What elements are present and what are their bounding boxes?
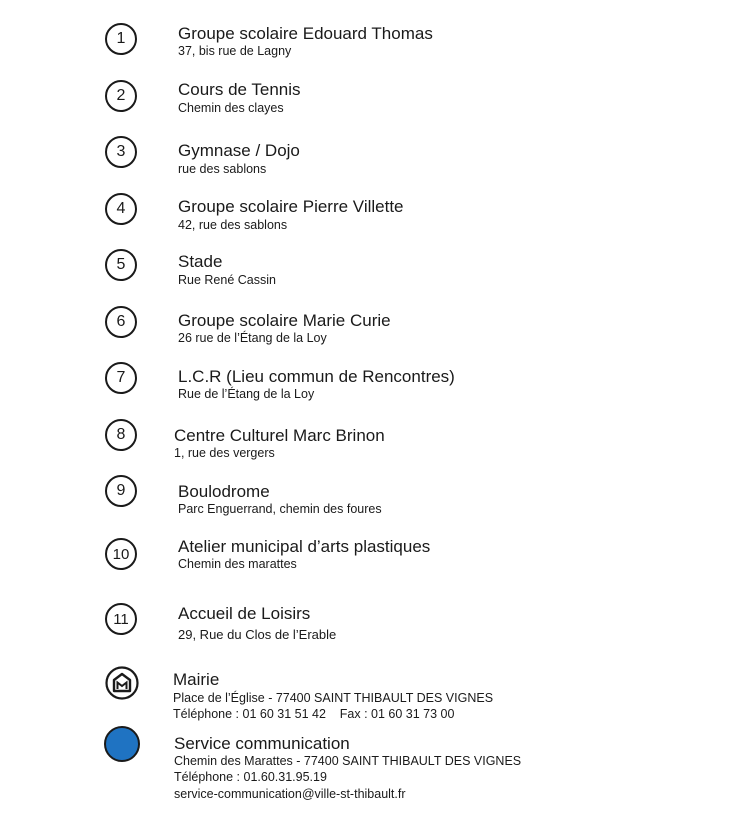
place-name: Atelier municipal d’arts plastiques <box>178 537 431 556</box>
place-name: Accueil de Loisirs <box>178 604 311 623</box>
number-badge: 5 <box>105 249 137 281</box>
number-badge: 3 <box>105 136 137 168</box>
place-name: Cours de Tennis <box>178 80 301 99</box>
place-address: 1, rue des vergers <box>174 446 275 460</box>
place-name: Groupe scolaire Edouard Thomas <box>178 24 433 43</box>
communication-email[interactable]: service-communication@ville-st-thibault.fr <box>174 787 406 801</box>
place-address: 26 rue de l’Étang de la Loy <box>178 331 327 345</box>
place-name: Groupe scolaire Marie Curie <box>178 311 391 330</box>
place-address: 29, Rue du Clos de l’Erable <box>178 627 337 642</box>
number-badge: 8 <box>105 419 137 451</box>
place-name: Centre Culturel Marc Brinon <box>174 426 385 445</box>
number-badge: 1 <box>105 23 137 55</box>
place-address: Chemin des clayes <box>178 101 284 115</box>
number-badge: 7 <box>105 362 137 394</box>
communication-address: Chemin des Marattes - 77400 SAINT THIBAULT DES VIGNES <box>174 754 522 768</box>
number-badge: 6 <box>105 306 137 338</box>
place-address: Rue René Cassin <box>178 273 276 287</box>
place-name: Groupe scolaire Pierre Villette <box>178 197 404 216</box>
number-badge: 4 <box>105 193 137 225</box>
number-badge: 11 <box>105 603 137 635</box>
communication-name: Service communication <box>174 734 350 753</box>
place-name: Gymnase / Dojo <box>178 141 300 160</box>
place-name: Stade <box>178 252 223 271</box>
place-address: Parc Enguerrand, chemin des foures <box>178 502 382 516</box>
number-badge: 2 <box>105 80 137 112</box>
place-address: 37, bis rue de Lagny <box>178 44 292 58</box>
place-address: 42, rue des sablons <box>178 218 288 232</box>
town-hall-icon <box>105 666 139 700</box>
place-address: Chemin des marattes <box>178 557 297 571</box>
communication-phone: Téléphone : 01.60.31.95.19 <box>174 770 327 784</box>
mairie-address: Place de l’Église - 77400 SAINT THIBAULT DES VIGNES <box>173 691 494 705</box>
place-name: L.C.R (Lieu commun de Rencontres) <box>178 367 455 386</box>
number-badge: 10 <box>105 538 137 570</box>
mairie-name: Mairie <box>173 670 220 689</box>
blue-dot-icon <box>104 726 140 762</box>
place-name: Boulodrome <box>178 482 270 501</box>
place-address: Rue de l’Étang de la Loy <box>178 387 315 401</box>
number-badge: 9 <box>105 475 137 507</box>
place-address: rue des sablons <box>178 162 267 176</box>
mairie-phone: Téléphone : 01 60 31 51 42 Fax : 01 60 31 73 00 <box>173 707 455 721</box>
